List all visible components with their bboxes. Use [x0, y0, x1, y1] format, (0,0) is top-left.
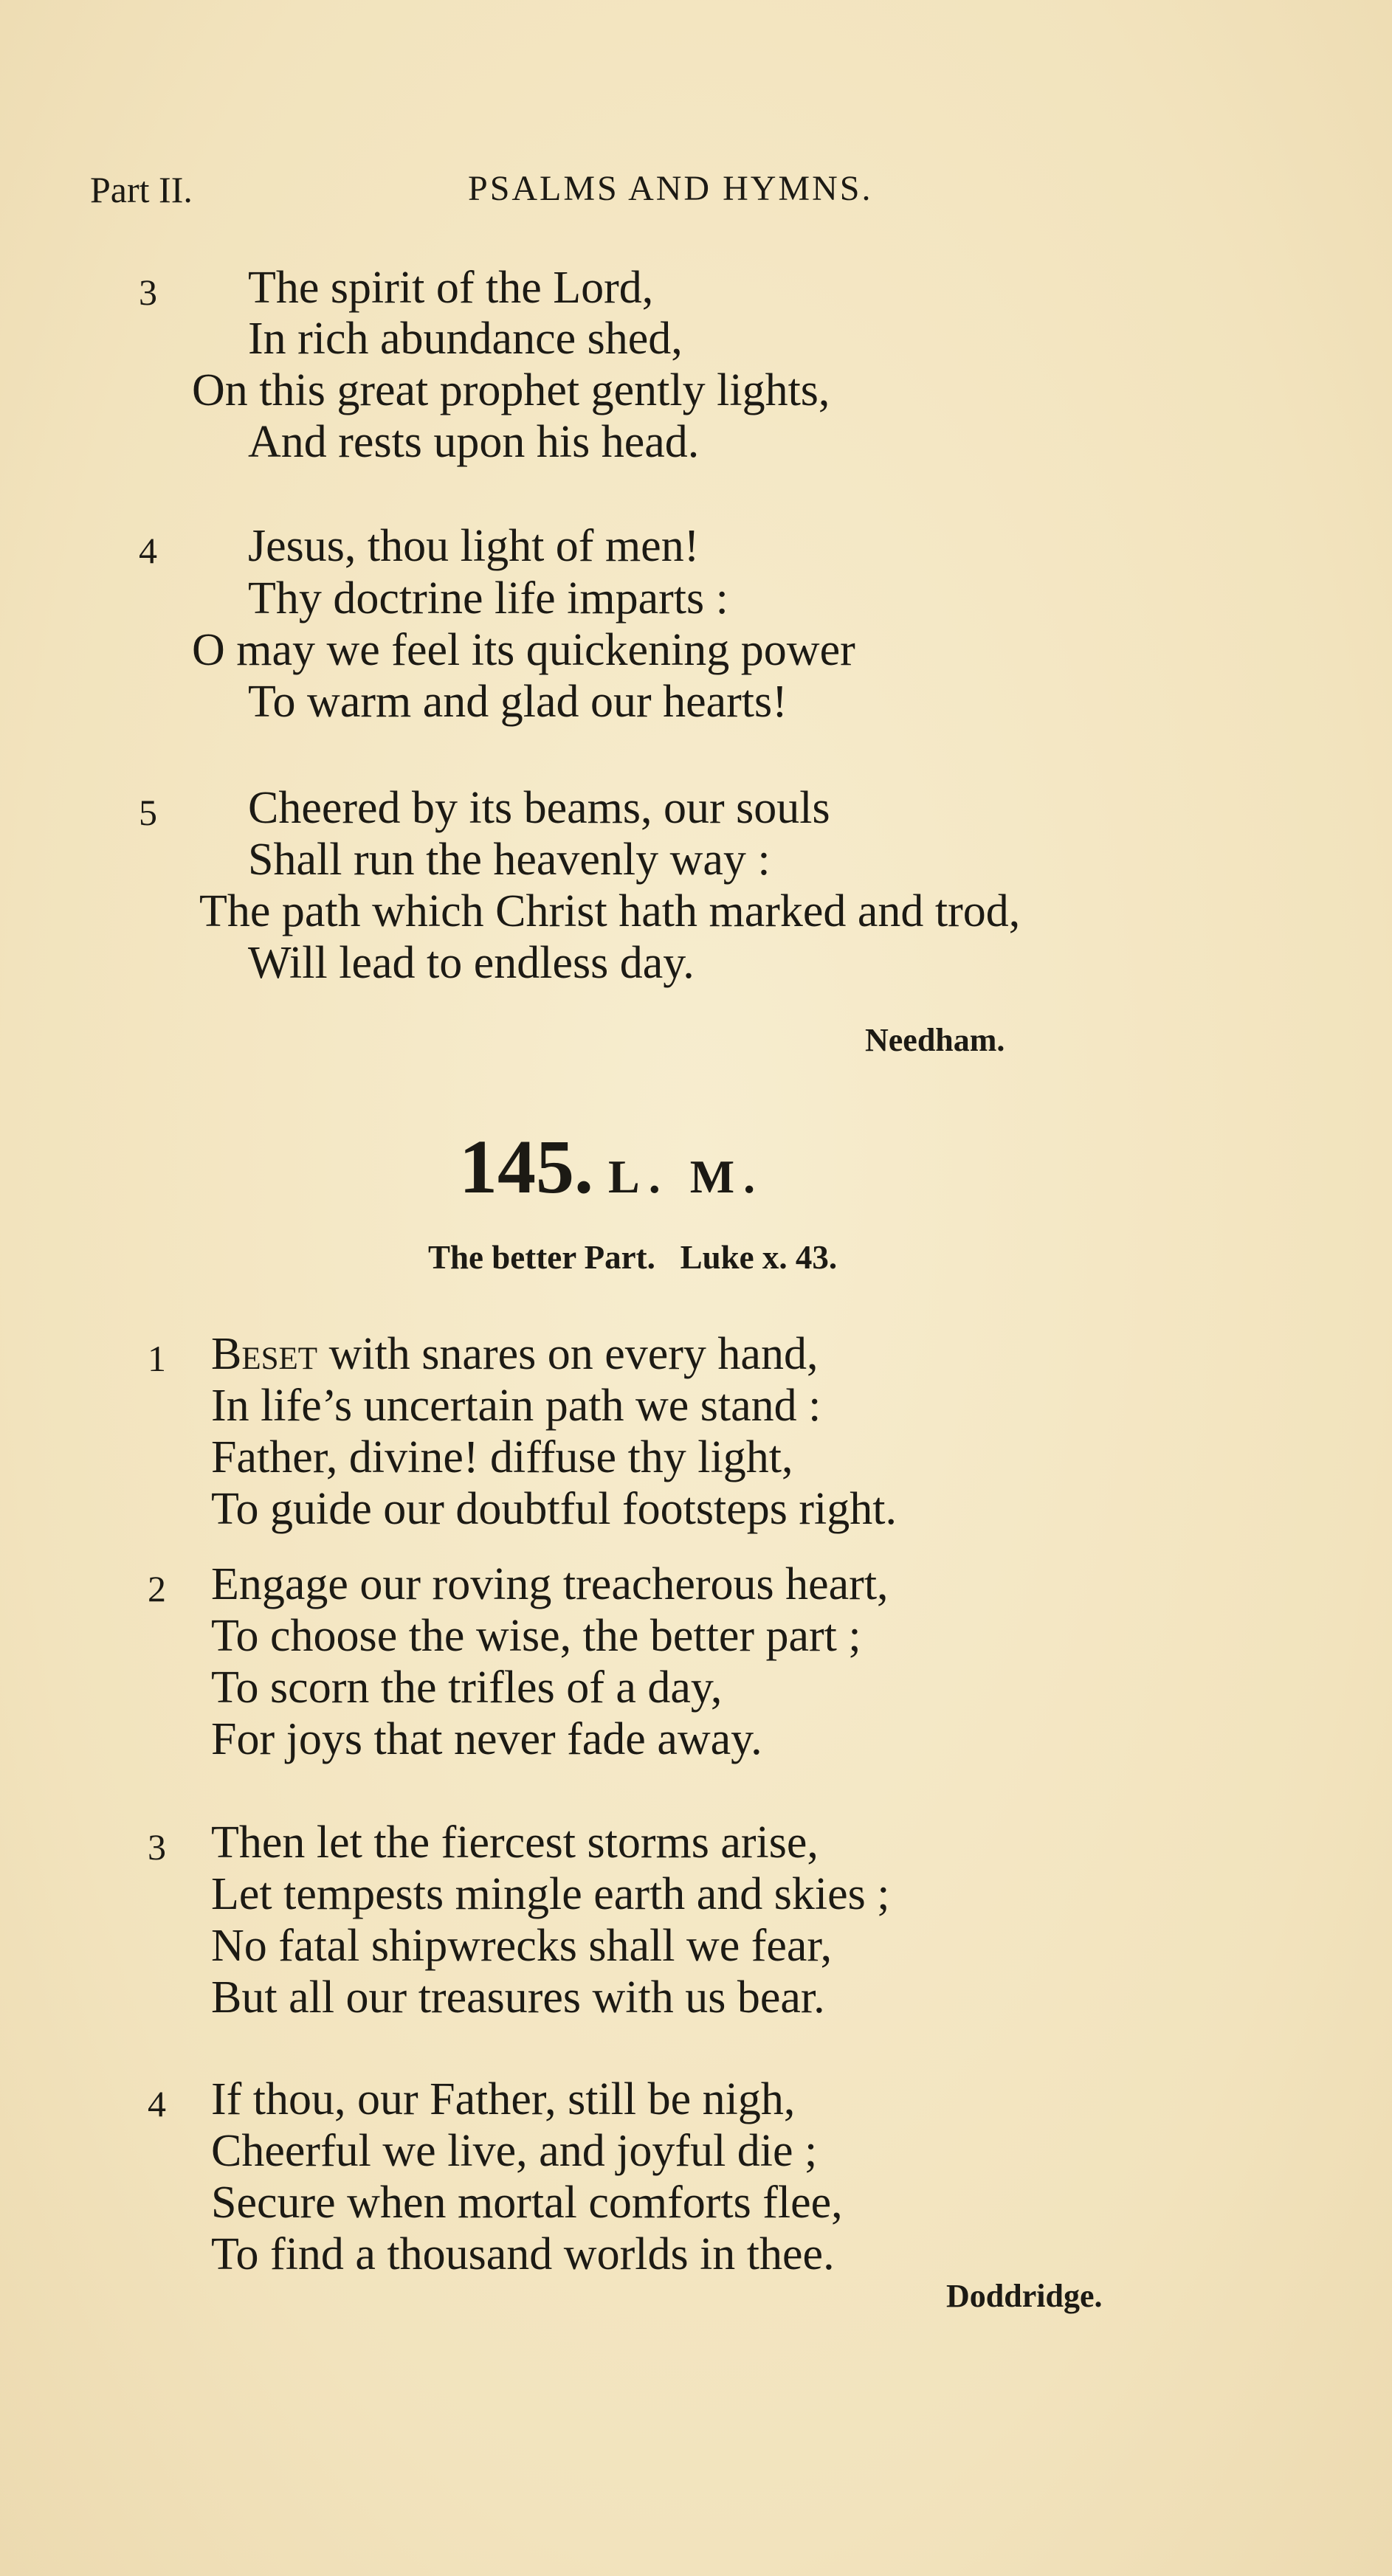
- stanza-number: 5: [139, 792, 157, 833]
- verse-line: Jesus, thou light of men!: [248, 521, 700, 571]
- verse-line: Shall run the heavenly way :: [248, 835, 771, 885]
- author-attribution: Doddridge.: [946, 2278, 1103, 2314]
- verse-line: No fatal shipwrecks shall we fear,: [211, 1921, 833, 1971]
- verse-line: Father, divine! diffuse thy light,: [211, 1432, 793, 1482]
- verse-line: But all our treasures with us bear.: [211, 1972, 825, 2023]
- verse-line: The spirit of the Lord,: [248, 263, 654, 313]
- verse-line: Let tempests mingle earth and skies ;: [211, 1869, 890, 1919]
- verse-line: Secure when mortal comforts flee,: [211, 2178, 843, 2228]
- hymn-subtitle: The better Part. Luke x. 43.: [428, 1239, 838, 1276]
- verse-line: In rich abundance shed,: [248, 314, 683, 364]
- verse-line: Thy doctrine life imparts :: [248, 573, 728, 624]
- verse-line: The path which Christ hath marked and trod,: [199, 886, 1021, 936]
- verse-line: To choose the wise, the better part ;: [211, 1611, 861, 1661]
- verse-line: And rests upon his head.: [248, 417, 700, 467]
- verse-line: In life’s uncertain path we stand :: [211, 1381, 821, 1431]
- verse-line: If thou, our Father, still be nigh,: [211, 2074, 796, 2124]
- verse-line: Will lead to endless day.: [248, 938, 695, 988]
- running-title: PSALMS AND HYMNS.: [468, 169, 873, 208]
- page-header: [90, 168, 917, 220]
- stanza-number: 4: [139, 530, 157, 571]
- verse-line: O may we feel its quickening power: [192, 625, 855, 675]
- stanza-number: 3: [139, 272, 157, 313]
- verse-line: To scorn the trifles of a day,: [211, 1662, 723, 1713]
- verse-line: [211, 1328, 818, 1381]
- first-word: Beset: [211, 1329, 318, 1379]
- verse-line-rest: with snares on every hand,: [317, 1329, 819, 1379]
- hymn-number: 145.: [459, 1125, 593, 1209]
- verse-line: Then let the fiercest storms arise,: [211, 1817, 819, 1868]
- verse-line: Engage our roving treacherous heart,: [211, 1559, 889, 1609]
- author-attribution: Needham.: [865, 1022, 1005, 1058]
- verse-line: To guide our doubtful footsteps right.: [211, 1484, 897, 1534]
- verse-line: To warm and glad our hearts!: [248, 677, 788, 727]
- verse-line: To find a thousand worlds in thee.: [211, 2229, 835, 2279]
- stanza-number: 1: [148, 1338, 166, 1379]
- part-label: Part II.: [90, 169, 193, 210]
- stanza-number: 2: [148, 1568, 166, 1609]
- verse-line: Cheerful we live, and joyful die ;: [211, 2126, 818, 2176]
- verse-line: For joys that never fade away.: [211, 1714, 762, 1764]
- verse-line: On this great prophet gently lights,: [192, 365, 830, 415]
- hymn-meter: L. M.: [608, 1150, 765, 1203]
- stanza-number: 4: [148, 2083, 166, 2124]
- hymn-heading: [459, 1123, 764, 1211]
- verse-line: Cheered by its beams, our souls: [248, 783, 830, 833]
- stanza-number: 3: [148, 1826, 166, 1868]
